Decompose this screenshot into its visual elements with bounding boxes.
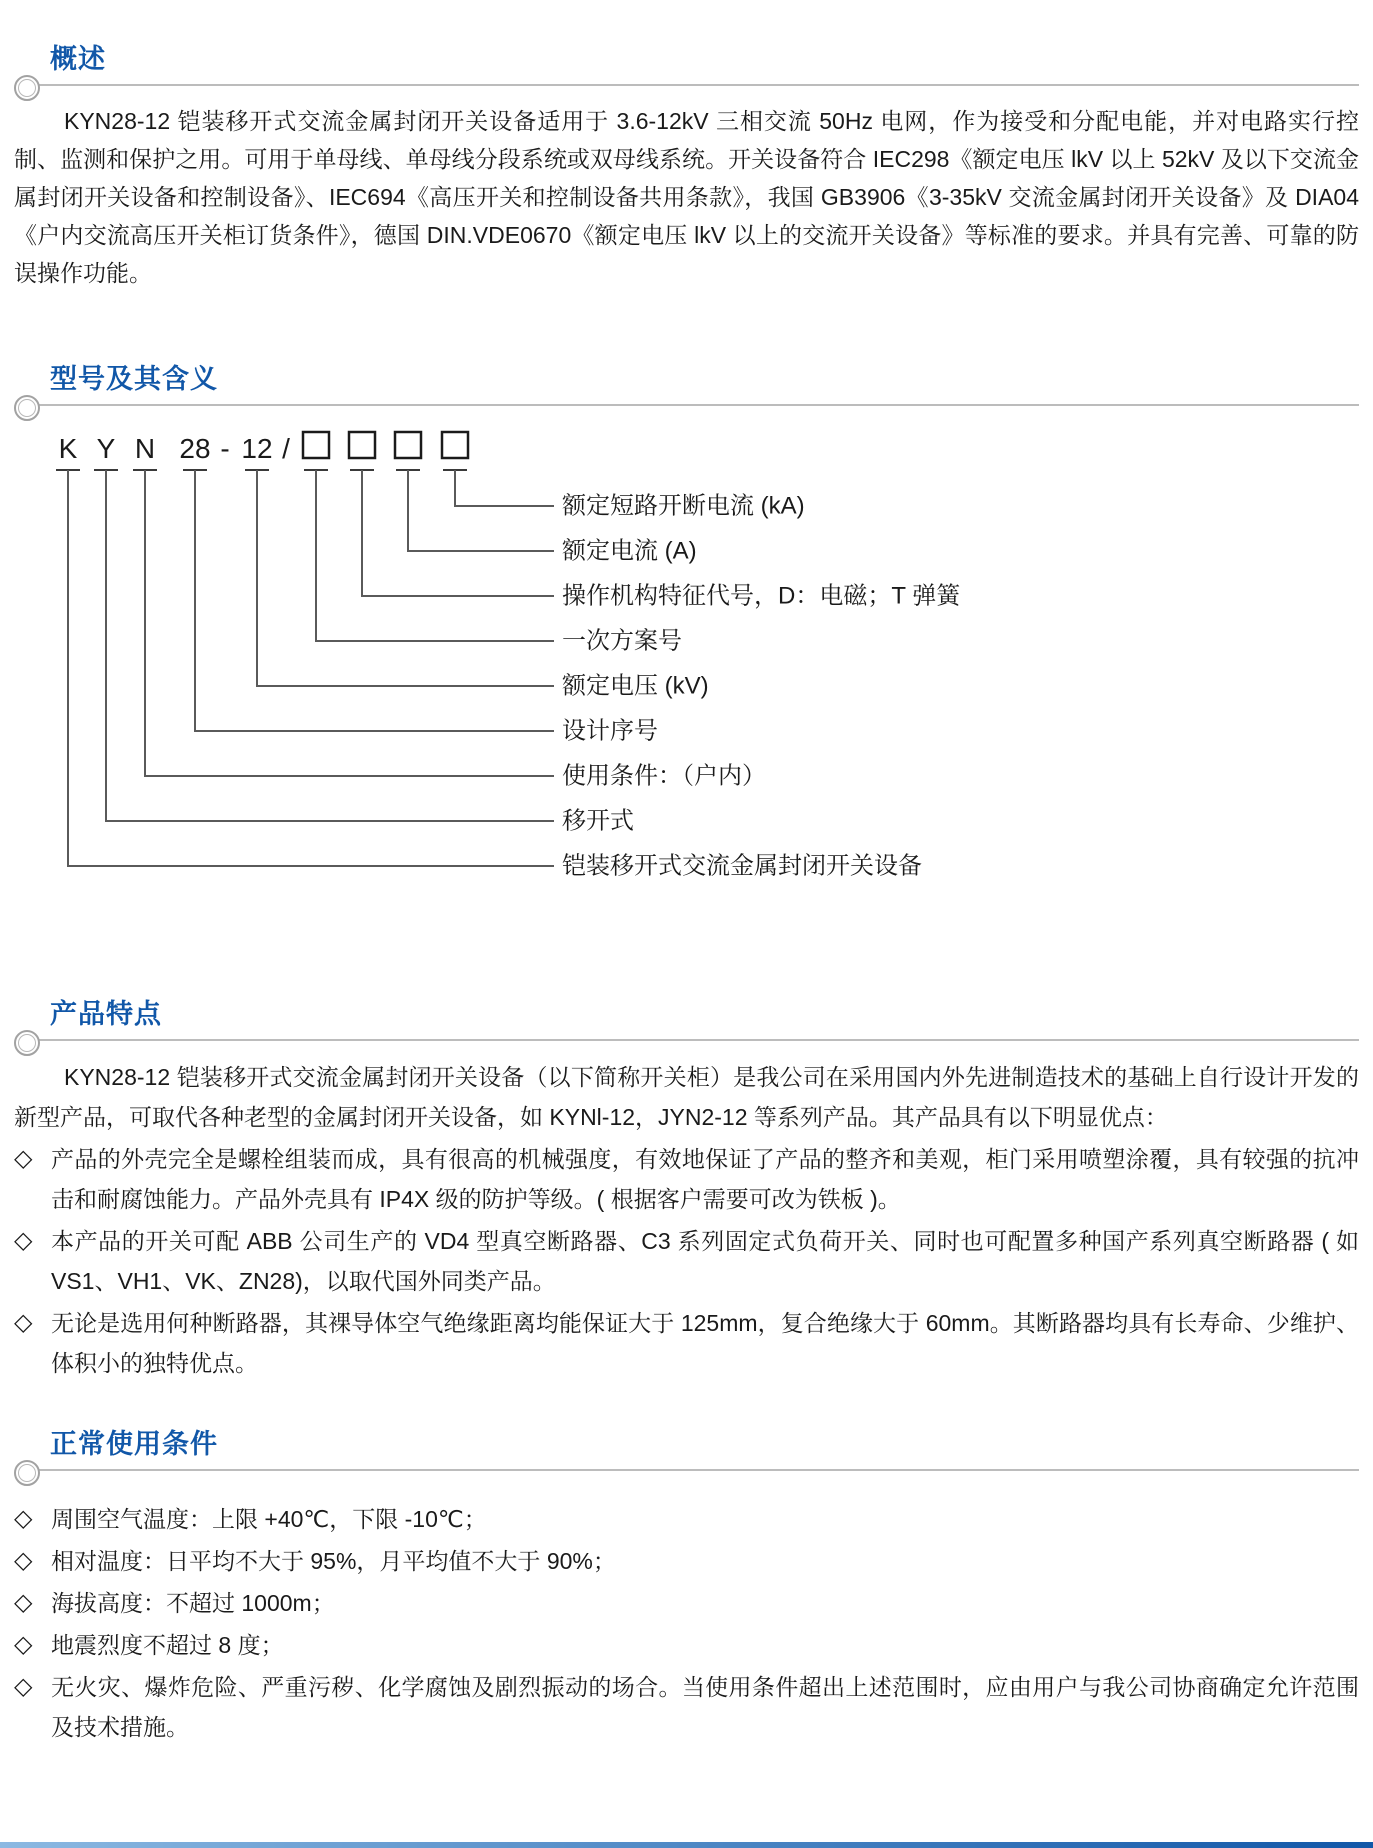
ring-icon (14, 395, 40, 421)
model-code-label: 额定电压 (kV) (562, 672, 709, 700)
diamond-bullet-icon: ◇ (14, 1227, 33, 1254)
model-code-char: / (282, 433, 290, 464)
model-code-char: 12 (241, 433, 273, 464)
list-item (14, 1499, 1359, 1539)
features-intro: KYN28-12 铠装移开式交流金属封闭开关设备（以下简称开关柜）是我公司在采用国内外先进制造技术的基础上自行设计开发的新型产品，可取代各种老型的金属封闭开关设备，如 KYNl-12，JYN2-12 等系列产品。其产品具有以下明显优点： (14, 1064, 1359, 1130)
diamond-bullet-icon: ◇ (14, 1145, 33, 1172)
list-item (14, 1541, 1359, 1581)
connector-line (455, 470, 554, 506)
section-divider (38, 404, 1359, 406)
section-header-features (14, 973, 1359, 1041)
list-item (14, 1625, 1359, 1665)
model-code-label: 使用条件：（户内） (562, 762, 766, 790)
bullet-text: 海拔高度：不超过 1000m； (51, 1590, 335, 1616)
diamond-bullet-icon: ◇ (14, 1631, 33, 1658)
list-item (14, 1221, 1359, 1301)
section-header-model (14, 338, 1359, 406)
section-title-features: 产品特点 (50, 999, 162, 1029)
bullet-text: 本产品的开关可配 ABB 公司生产的 VD4 型真空断路器、C3 系列固定式负荷开关、同时也可配置多种国产系列真空断路器 ( 如 VS1、VH1、VK、ZN28)，以取代国外同类产品。 (51, 1228, 1359, 1294)
bullet-text: 相对温度：日平均不大于 95%，月平均值不大于 90%； (51, 1548, 616, 1574)
model-code-char: N (134, 433, 156, 464)
list-item (14, 1667, 1359, 1747)
bullet-text: 无论是选用何种断路器，其裸导体空气绝缘距离均能保证大于 125mm，复合绝缘大于 60mm。其断路器均具有长寿命、少维护、体积小的独特优点。 (51, 1310, 1359, 1376)
model-code-label: 操作机构特征代号，D：电磁；T 弹簧 (562, 582, 961, 610)
section-title-overview: 概述 (50, 44, 106, 74)
connector-line (362, 470, 554, 596)
diamond-bullet-icon: ◇ (14, 1673, 33, 1700)
section-title-conditions: 正常使用条件 (50, 1429, 218, 1459)
model-code-label: 额定电流 (A) (562, 537, 697, 565)
section-divider (38, 1039, 1359, 1041)
overview-paragraph: KYN28-12 铠装移开式交流金属封闭开关设备适用于 3.6-12kV 三相交流 50Hz 电网，作为接受和分配电能，并对电路实行控制、监测和保护之用。可用于单母线、单母线分段系统或双母线系统。开关设备符合 IEC298《额定电压 lkV 以上 52kV 及以下交流金属封闭开关设备和控制设备》、IEC694《高压开关和控制设备共用条款》，我国 GB3906《3-35kV 交流金属封闭开关设备》及 DIA04《户内交流高压开关柜订货条件》，德国 DIN.VDE0670《额定电压 lkV 以上的交流开关设备》等标准的要求。并具有完善、可靠的防误操作功能。 (14, 108, 1359, 286)
ring-icon (14, 75, 40, 101)
section-header-conditions (14, 1403, 1359, 1471)
ring-icon (14, 1030, 40, 1056)
diamond-bullet-icon: ◇ (14, 1589, 33, 1616)
connector-line (257, 470, 554, 686)
model-code-box (349, 432, 375, 458)
list-item (14, 1583, 1359, 1623)
bullet-text: 无火灾、爆炸危险、严重污秽、化学腐蚀及剧烈振动的场合。当使用条件超出上述范围时，应由用户与我公司协商确定允许范围及技术措施。 (51, 1674, 1359, 1740)
model-code-box (442, 432, 468, 458)
features-list (14, 1139, 1359, 1383)
bullet-text: 地震烈度不超过 8 度； (51, 1632, 284, 1658)
model-code-label: 设计序号 (562, 717, 658, 745)
model-code-label: 额定短路开断电流 (kA) (562, 492, 805, 520)
model-code-char: 28 (179, 433, 211, 464)
model-code-box (303, 432, 329, 458)
model-code-box (395, 432, 421, 458)
model-code-label: 铠装移开式交流金属封闭开关设备 (562, 852, 922, 880)
bullet-text: 产品的外壳完全是螺栓组装而成，具有很高的机械强度，有效地保证了产品的整齐和美观，柜门采用喷塑涂覆，具有较强的抗冲击和耐腐蚀能力。产品外壳具有 IP4X 级的防护等级。( 根据客户需要可改为铁板 )。 (51, 1146, 1359, 1212)
model-code-char: Y (96, 433, 116, 464)
connector-line (316, 470, 554, 641)
connector-line (106, 470, 554, 821)
model-code-char: K (58, 433, 78, 464)
diamond-bullet-icon: ◇ (14, 1505, 33, 1532)
section-title-model: 型号及其含义 (50, 364, 218, 394)
conditions-list (14, 1499, 1359, 1747)
connector-line (68, 470, 554, 866)
model-diagram (14, 406, 1359, 926)
list-item (14, 1139, 1359, 1219)
bullet-text: 周围空气温度：上限 +40℃，下限 -10℃； (51, 1506, 487, 1532)
connector-line (408, 470, 554, 551)
model-code-char: - (220, 433, 230, 464)
footer-accent-bar (0, 1842, 1373, 1848)
ring-icon (14, 1460, 40, 1486)
connector-line (195, 470, 554, 731)
section-divider (38, 84, 1359, 86)
section-header-overview (14, 18, 1359, 86)
section-divider (38, 1469, 1359, 1471)
list-item (14, 1303, 1359, 1383)
diamond-bullet-icon: ◇ (14, 1547, 33, 1574)
model-code-label: 一次方案号 (562, 627, 682, 655)
diamond-bullet-icon: ◇ (14, 1309, 33, 1336)
model-code-label: 移开式 (562, 807, 634, 835)
